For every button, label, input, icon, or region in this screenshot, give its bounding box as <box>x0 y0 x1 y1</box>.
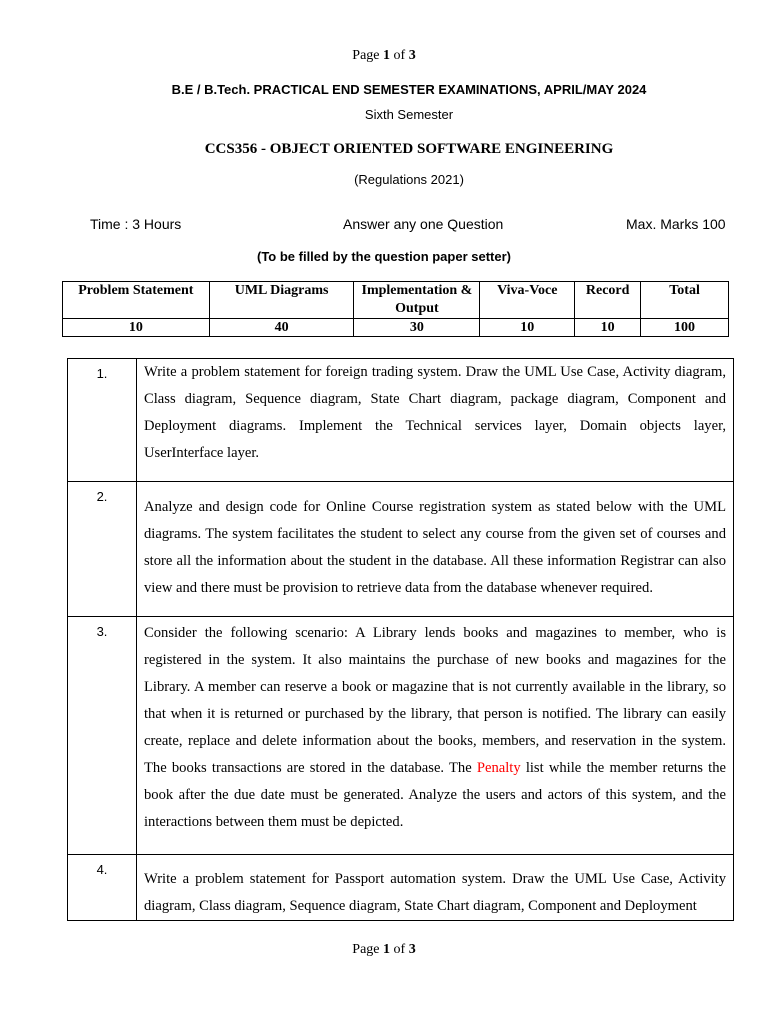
question-text: Write a problem statement for foreign trading system. Draw the UML Use Case, Activity diagram, Class diagram, Sequence diagram, State Chart diagram, package diagram, Component and Deployment diagrams. Implement the Technical services layer, Domain objects layer, UserInterface layer. <box>137 359 734 482</box>
question-row <box>68 855 734 921</box>
page-number-bottom <box>0 942 768 958</box>
exam-title: B.E / B.Tech. PRACTICAL END SEMESTER EXAMINATIONS, APRIL/MAY 2024 <box>171 82 647 97</box>
marks-value-cell: 30 <box>354 319 480 337</box>
regulations: (Regulations 2021) <box>354 172 464 187</box>
marks-distribution-table <box>62 281 729 337</box>
exam-duration: Time : 3 Hours <box>90 216 182 232</box>
marks-value-cell: 10 <box>480 319 575 337</box>
exam-instruction: Answer any one Question <box>343 216 504 232</box>
question-text-part: list while the member returns the book after the due date must be generated. Analyze the users and actors of this system, and the interactions between them must be depicted. <box>144 760 726 830</box>
page-label: Page <box>352 48 380 63</box>
marks-value-row <box>63 319 729 337</box>
page-number-top <box>0 48 768 64</box>
marks-value-cell: 100 <box>641 319 729 337</box>
question-row <box>68 359 734 482</box>
marks-header-cell: Total <box>641 282 729 319</box>
question-number: 2. <box>68 482 137 617</box>
marks-header-cell: Implementation & Output <box>354 282 480 319</box>
highlighted-term: Penalty <box>476 760 521 776</box>
page-of-label: of <box>393 942 406 957</box>
max-marks: Max. Marks 100 <box>626 216 726 232</box>
marks-value-cell: 40 <box>209 319 354 337</box>
semester: Sixth Semester <box>364 107 454 122</box>
setter-note: (To be filled by the question paper setter) <box>256 249 511 264</box>
question-text: Analyze and design code for Online Course registration system as stated below with the UML diagrams. The system facilitates the student to select any course from the given set of courses and store all the information about the student in the database. All these information Registrar can also view and there must be provision to retrieve data from the database whenever required. <box>137 482 734 617</box>
marks-header-cell: Problem Statement <box>63 282 210 319</box>
question-row <box>68 617 734 855</box>
marks-header-cell: Viva-Voce <box>480 282 575 319</box>
question-text <box>137 617 734 855</box>
marks-header-row <box>63 282 729 319</box>
page-current: 1 <box>383 48 391 63</box>
course-title: CCS356 - OBJECT ORIENTED SOFTWARE ENGINEERING <box>204 141 614 157</box>
question-row <box>68 482 734 617</box>
marks-value-cell: 10 <box>63 319 210 337</box>
page-total: 3 <box>408 942 416 957</box>
question-number: 3. <box>68 617 137 855</box>
page-of-label: of <box>393 48 406 63</box>
question-number: 4. <box>68 855 137 921</box>
page-total: 3 <box>408 48 416 63</box>
question-text-part: Consider the following scenario: A Library lends books and magazines to member, who is registered in the system. It also maintains the purchase of new books and magazines for the Library. A member can reserve a book or magazine that is not currently available in the library, so that when it is returned or purchased by the library, that person is notified. The library can easily create, replace and delete information about the books, members, and reservation in the system. The books transactions are stored in the database. The <box>144 625 726 776</box>
page-current: 1 <box>383 942 391 957</box>
question-number: 1. <box>68 359 137 482</box>
page-label: Page <box>352 942 380 957</box>
marks-header-cell: UML Diagrams <box>209 282 354 319</box>
marks-value-cell: 10 <box>575 319 641 337</box>
questions-table <box>67 358 734 921</box>
question-text: Write a problem statement for Passport automation system. Draw the UML Use Case, Activity diagram, Class diagram, Sequence diagram, State Chart diagram, Component and Deployment <box>137 855 734 921</box>
marks-header-cell: Record <box>575 282 641 319</box>
